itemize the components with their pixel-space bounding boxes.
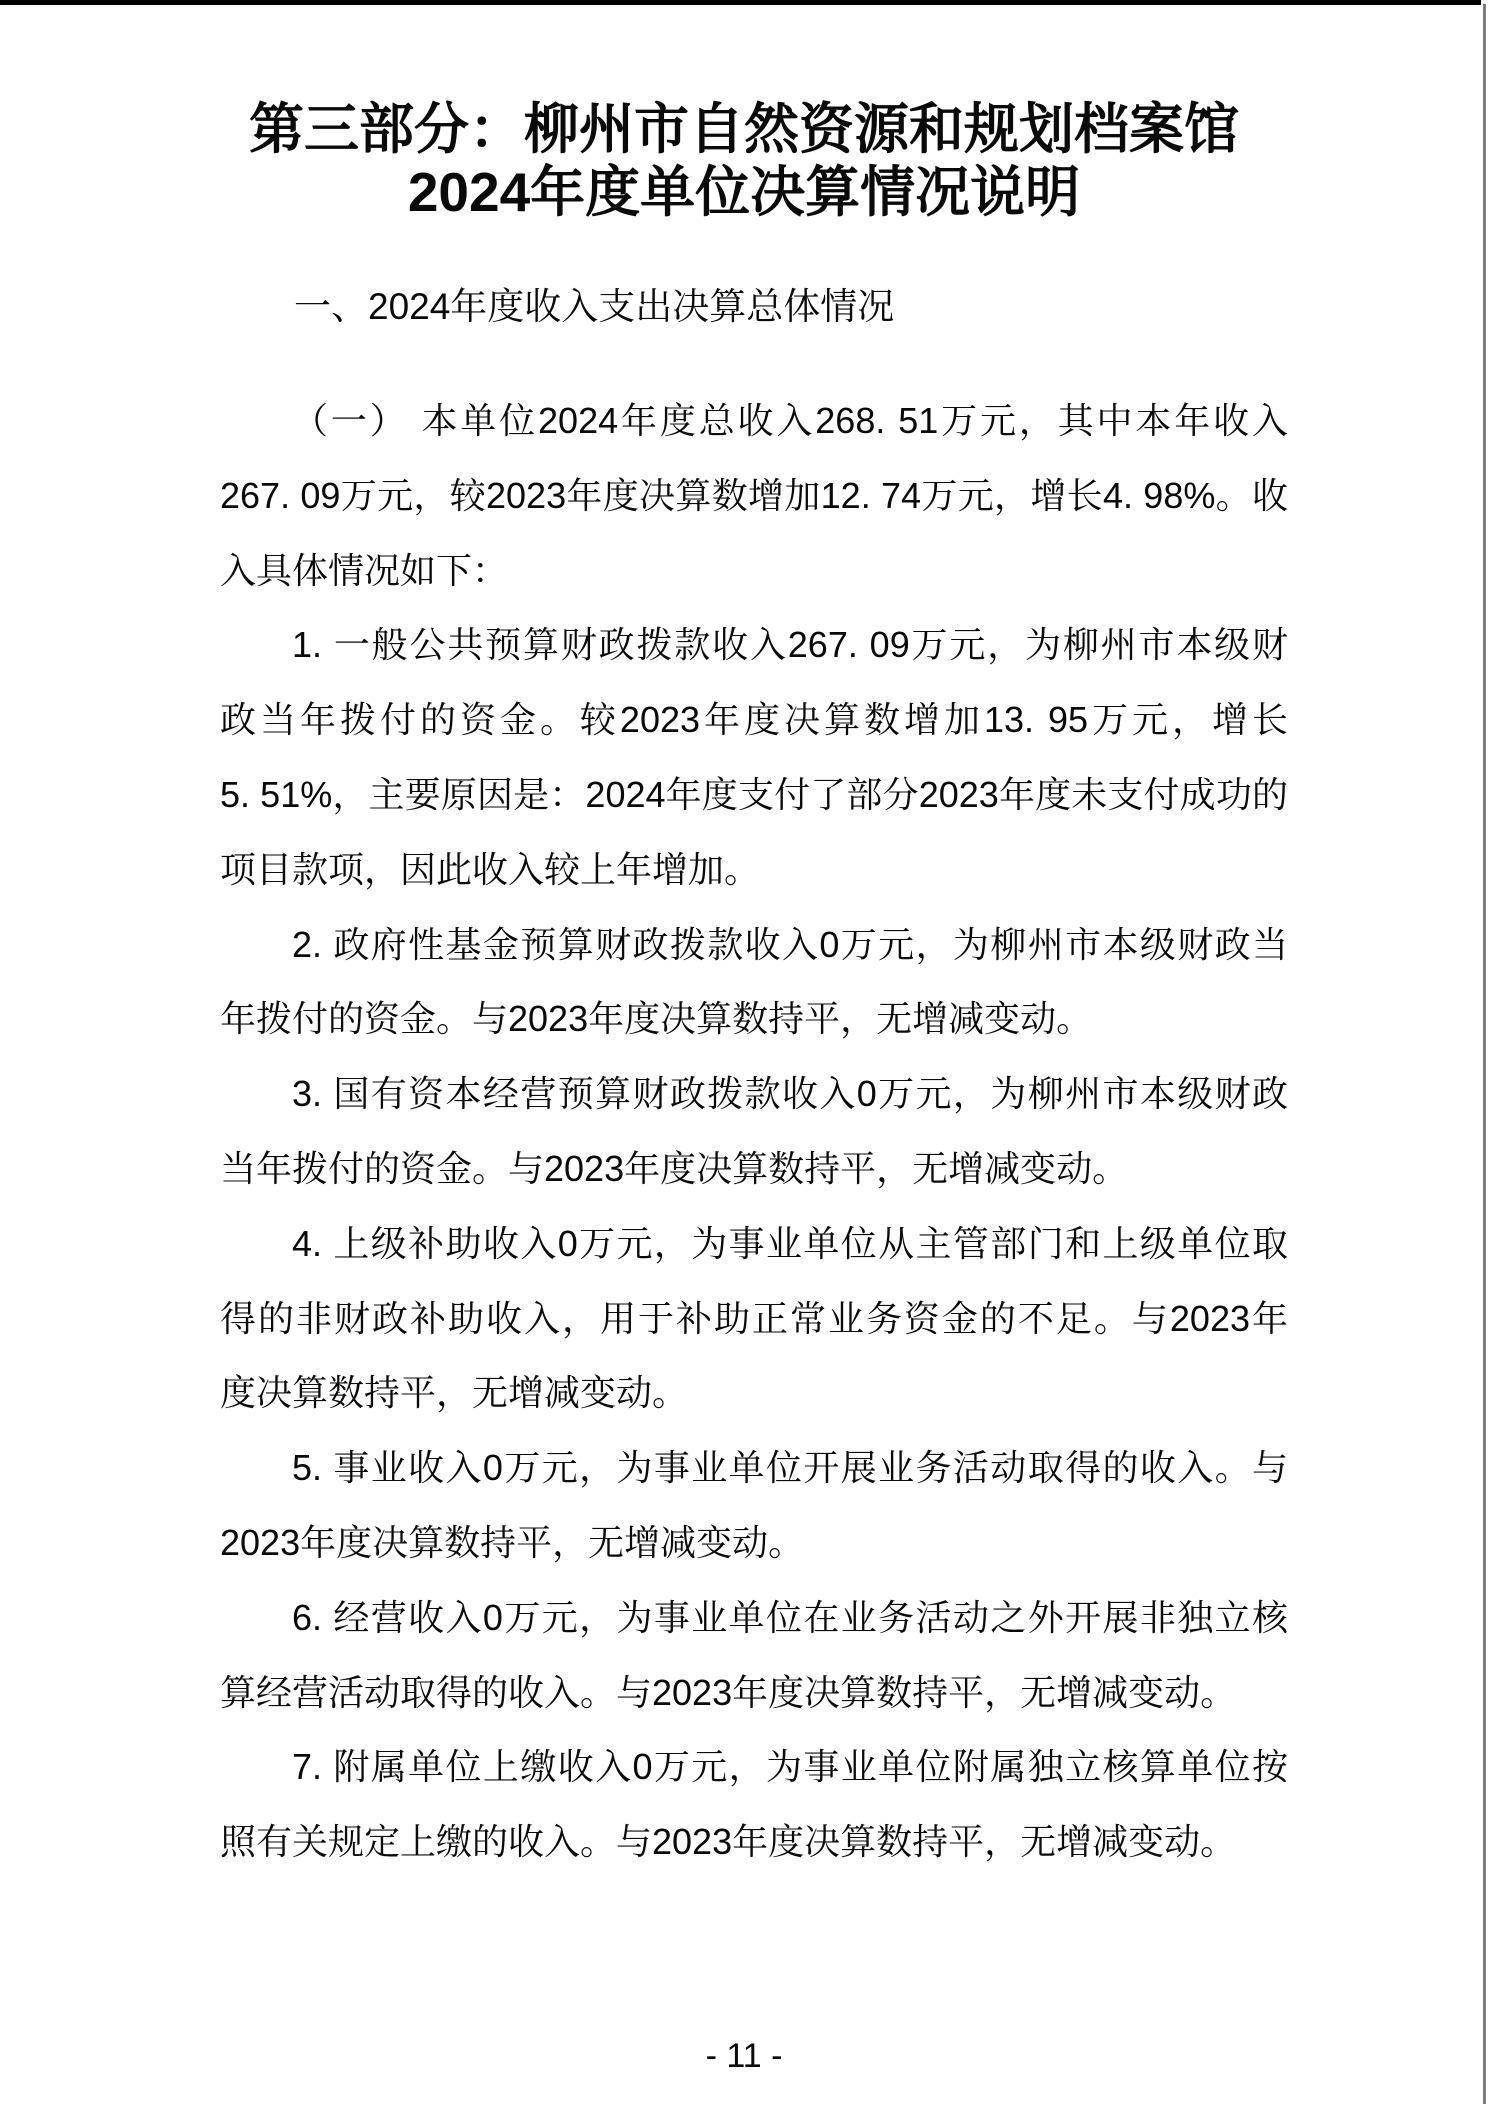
body-text	[220, 384, 1288, 1880]
body-line: 5. 51%，主要原因是：2024年度支付了部分2023年度未支付成功的	[220, 773, 1288, 815]
body-line: 2. 政府性基金预算财政拨款收入0万元，为柳州市本级财政当	[292, 923, 1288, 965]
document-title	[0, 98, 1488, 224]
body-line: 入具体情况如下：	[220, 549, 509, 591]
body-line: 6. 经营收入0万元，为事业单位在业务活动之外开展非独立核	[292, 1596, 1288, 1638]
title-line-1: 第三部分：柳州市自然资源和规划档案馆	[248, 98, 1239, 160]
body-line: 项目款项，因此收入较上年增加。	[220, 848, 761, 890]
body-line: 267. 09万元，较2023年度决算数增加12. 74万元，增长4. 98%。收	[220, 474, 1288, 516]
body-line: 4. 上级补助收入0万元，为事业单位从主管部门和上级单位取	[292, 1222, 1288, 1264]
body-line: 算经营活动取得的收入。与2023年度决算数持平，无增减变动。	[220, 1671, 1237, 1713]
body-line: 5. 事业收入0万元，为事业单位开展业务活动取得的收入。与	[292, 1447, 1288, 1489]
scan-edge-top	[0, 0, 1481, 5]
page-number: - 11 -	[705, 2037, 783, 2075]
body-line: 2023年度决算数持平，无增减变动。	[220, 1521, 805, 1563]
body-line: 7. 附属单位上缴收入0万元，为事业单位附属独立核算单位按	[292, 1746, 1288, 1788]
title-line-2: 2024年度单位决算情况说明	[407, 161, 1081, 223]
body-line: 3. 国有资本经营预算财政拨款收入0万元，为柳州市本级财政	[292, 1073, 1288, 1115]
body-line: 照有关规定上缴的收入。与2023年度决算数持平，无增减变动。	[220, 1821, 1237, 1863]
body-line: 年拨付的资金。与2023年度决算数持平，无增减变动。	[220, 998, 1093, 1040]
body-line: 得的非财政补助收入，用于补助正常业务资金的不足。与2023年	[220, 1297, 1288, 1339]
section-heading: 一、2024年度收入支出决算总体情况	[294, 286, 895, 327]
body-line: 政当年拨付的资金。较2023年度决算数增加13. 95万元，增长	[220, 699, 1288, 741]
body-line: 当年拨付的资金。与2023年度决算数持平，无增减变动。	[220, 1147, 1129, 1189]
scan-edge-right	[1483, 4, 1486, 2104]
body-line: 1. 一般公共预算财政拨款收入267. 09万元，为柳州市本级财	[292, 624, 1288, 666]
body-line: 度决算数持平，无增减变动。	[220, 1372, 689, 1414]
body-line: （一） 本单位2024年度总收入268. 51万元，其中本年收入	[292, 400, 1288, 441]
